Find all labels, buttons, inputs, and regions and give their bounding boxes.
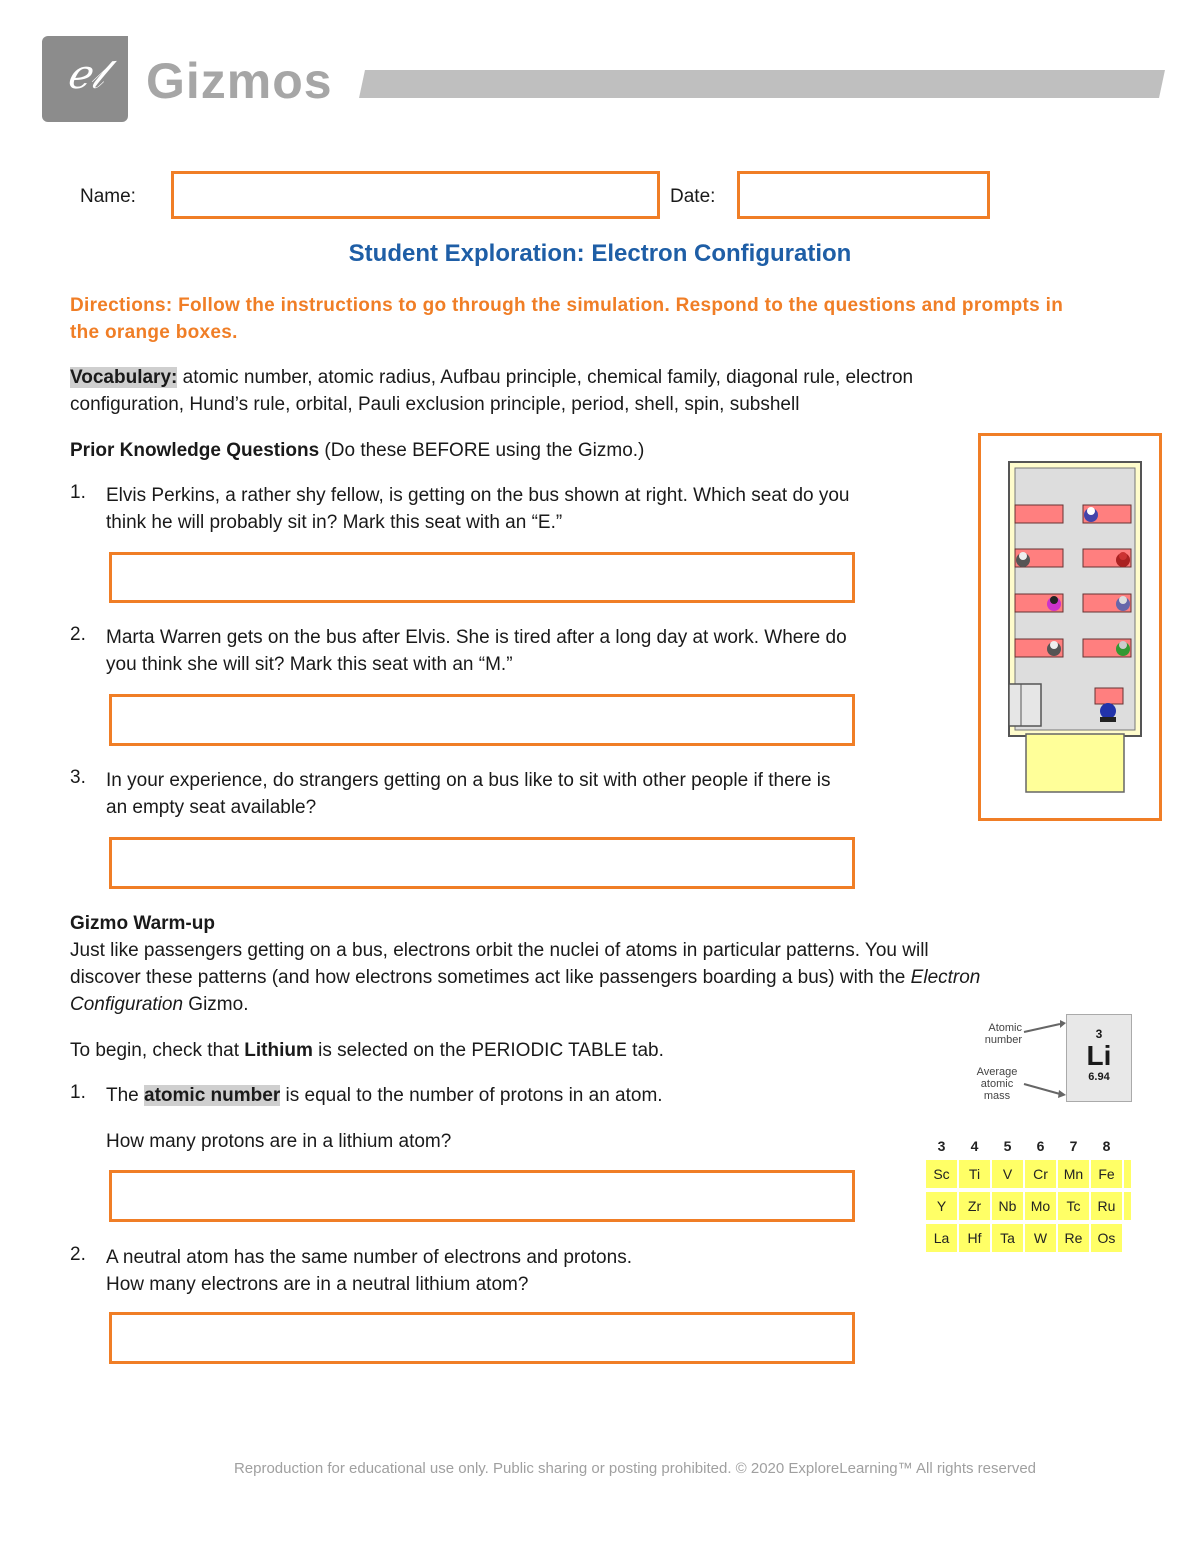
element-cell: Nb	[992, 1192, 1023, 1220]
question-3-line-1: In your experience, do strangers getting on a bus like to sit with other people if there is	[106, 770, 831, 791]
group-label: 4	[970, 1138, 979, 1154]
header-bar	[359, 70, 1165, 98]
element-cell: Mn	[1058, 1160, 1089, 1188]
question-number: 2.	[70, 624, 86, 645]
question-2-line-2: you think she will sit? Mark this seat with an “M.”	[106, 654, 513, 675]
date-label: Date:	[670, 186, 716, 207]
element-cell: Hf	[959, 1224, 990, 1252]
answer-box-prior-3[interactable]	[109, 837, 855, 889]
lithium-bold: Lithium	[244, 1040, 313, 1061]
question-2-line-1: Marta Warren gets on the bus after Elvis. She is tired after a long day at work. Where do	[106, 627, 847, 648]
element-cell: Os	[1091, 1224, 1122, 1252]
element-cell: Ti	[959, 1160, 990, 1188]
element-cell: Zr	[959, 1192, 990, 1220]
vocabulary-line-2: configuration, Hund’s rule, orbital, Pauli exclusion principle, period, shell, spin, subshell	[70, 394, 800, 415]
question-number: 1.	[70, 1082, 86, 1103]
question-number: 3.	[70, 767, 86, 788]
date-field[interactable]	[737, 171, 990, 219]
prior-knowledge-note: (Do these BEFORE using the Gizmo.)	[319, 440, 645, 461]
caption-line: Atomic	[988, 1022, 1022, 1034]
group-label: 7	[1069, 1138, 1078, 1154]
periodic-table-strip	[926, 1138, 1131, 1256]
atomic-number-value: 3	[1095, 1027, 1103, 1041]
element-cell-partial	[1124, 1160, 1131, 1188]
question-number: 1.	[70, 482, 86, 503]
answer-box-prior-2[interactable]	[109, 694, 855, 746]
caption-line: number	[984, 1034, 1022, 1046]
bus-diagram-frame	[978, 433, 1162, 821]
copyright-footer: Reproduction for educational use only. Public sharing or posting prohibited. © 2020 ExploreLearning™ All rights reserved	[233, 1460, 1037, 1477]
vocabulary-terms-1: atomic number, atomic radius, Aufbau principle, chemical family, diagonal rule, electron	[177, 367, 914, 388]
warmup-question-2-line-1: A neutral atom has the same number of electrons and protons.	[106, 1247, 632, 1268]
warmup-q1-text-b: is equal to the number of protons in an atom.	[280, 1085, 663, 1106]
warmup-line-3-text: Gizmo.	[183, 994, 249, 1015]
vocabulary-line-1	[70, 364, 1120, 391]
element-cell-partial	[1124, 1192, 1131, 1220]
element-cell: Cr	[1025, 1160, 1056, 1188]
prior-knowledge-heading	[70, 437, 1120, 464]
question-number: 2.	[70, 1244, 86, 1265]
warmup-q1-text-a: The	[106, 1085, 145, 1106]
begin-text-b: is selected on the PERIODIC TABLE tab.	[312, 1040, 664, 1061]
element-cell: Y	[926, 1192, 957, 1220]
begin-text-a: To begin, check that	[70, 1040, 245, 1061]
caption-line: mass	[983, 1090, 1011, 1102]
element-cell: V	[992, 1160, 1023, 1188]
atomic-number-term: atomic number	[144, 1085, 281, 1106]
question-3-line-2: an empty seat available?	[106, 797, 317, 818]
gizmo-name-part-2: Configuration	[70, 994, 184, 1015]
element-cell: Ru	[1091, 1192, 1122, 1220]
element-cell: Fe	[1091, 1160, 1122, 1188]
atomic-mass-value: 6.94	[1088, 1071, 1110, 1083]
warmup-line-1: Just like passengers getting on a bus, electrons orbit the nuclei of atoms in particular patterns. You will	[70, 940, 929, 961]
element-cell: La	[926, 1224, 957, 1252]
gizmo-name-part-1: Electron	[910, 967, 981, 988]
answer-box-prior-1[interactable]	[109, 552, 855, 603]
element-cell: Sc	[926, 1160, 957, 1188]
caption-line: atomic	[980, 1078, 1014, 1090]
warmup-question-1	[106, 1082, 663, 1109]
element-cell: Tc	[1058, 1192, 1089, 1220]
vocabulary-label: Vocabulary:	[70, 367, 178, 388]
name-label: Name:	[80, 186, 136, 207]
question-1-line-1: Elvis Perkins, a rather shy fellow, is getting on the bus shown at right. Which seat do you	[106, 485, 850, 506]
group-label: 8	[1102, 1138, 1111, 1154]
warmup-line-2-text: discover these patterns (and how electrons sometimes act like passengers boarding a bus) with the	[70, 967, 911, 988]
prior-knowledge-title: Prior Knowledge Questions	[70, 440, 320, 461]
warmup-heading: Gizmo Warm-up	[70, 913, 215, 934]
element-cell: W	[1025, 1224, 1056, 1252]
question-1-line-2: think he will probably sit in? Mark this seat with an “E.”	[106, 512, 563, 533]
answer-box-warmup-2[interactable]	[109, 1312, 855, 1364]
lithium-tile	[1066, 1014, 1132, 1102]
element-cell: Re	[1058, 1224, 1089, 1252]
name-field[interactable]	[171, 171, 660, 219]
group-label: 3	[937, 1138, 946, 1154]
group-label: 6	[1036, 1138, 1045, 1154]
answer-box-warmup-1[interactable]	[109, 1170, 855, 1222]
element-cell: Mo	[1025, 1192, 1056, 1220]
element-card-figure	[960, 1012, 1130, 1108]
page-title: Student Exploration: Electron Configuration	[348, 240, 852, 267]
bus-diagram	[981, 436, 1159, 818]
warmup-line-2	[70, 964, 1120, 991]
brand-name: Gizmos	[146, 53, 333, 109]
warmup-question-1-sub: How many protons are in a lithium atom?	[106, 1131, 452, 1152]
el-logo-icon: ℯ𝓁	[66, 52, 104, 98]
element-cell: Ta	[992, 1224, 1023, 1252]
warmup-question-2-line-2: How many electrons are in a neutral lithium atom?	[106, 1274, 529, 1295]
caption-line: Average	[976, 1066, 1018, 1078]
directions-text: Directions: Follow the instructions to go through the simulation. Respond to the questions and prompts in the orange boxes.	[70, 295, 1064, 343]
group-label: 5	[1003, 1138, 1012, 1154]
element-symbol: Li	[1086, 1040, 1112, 1071]
